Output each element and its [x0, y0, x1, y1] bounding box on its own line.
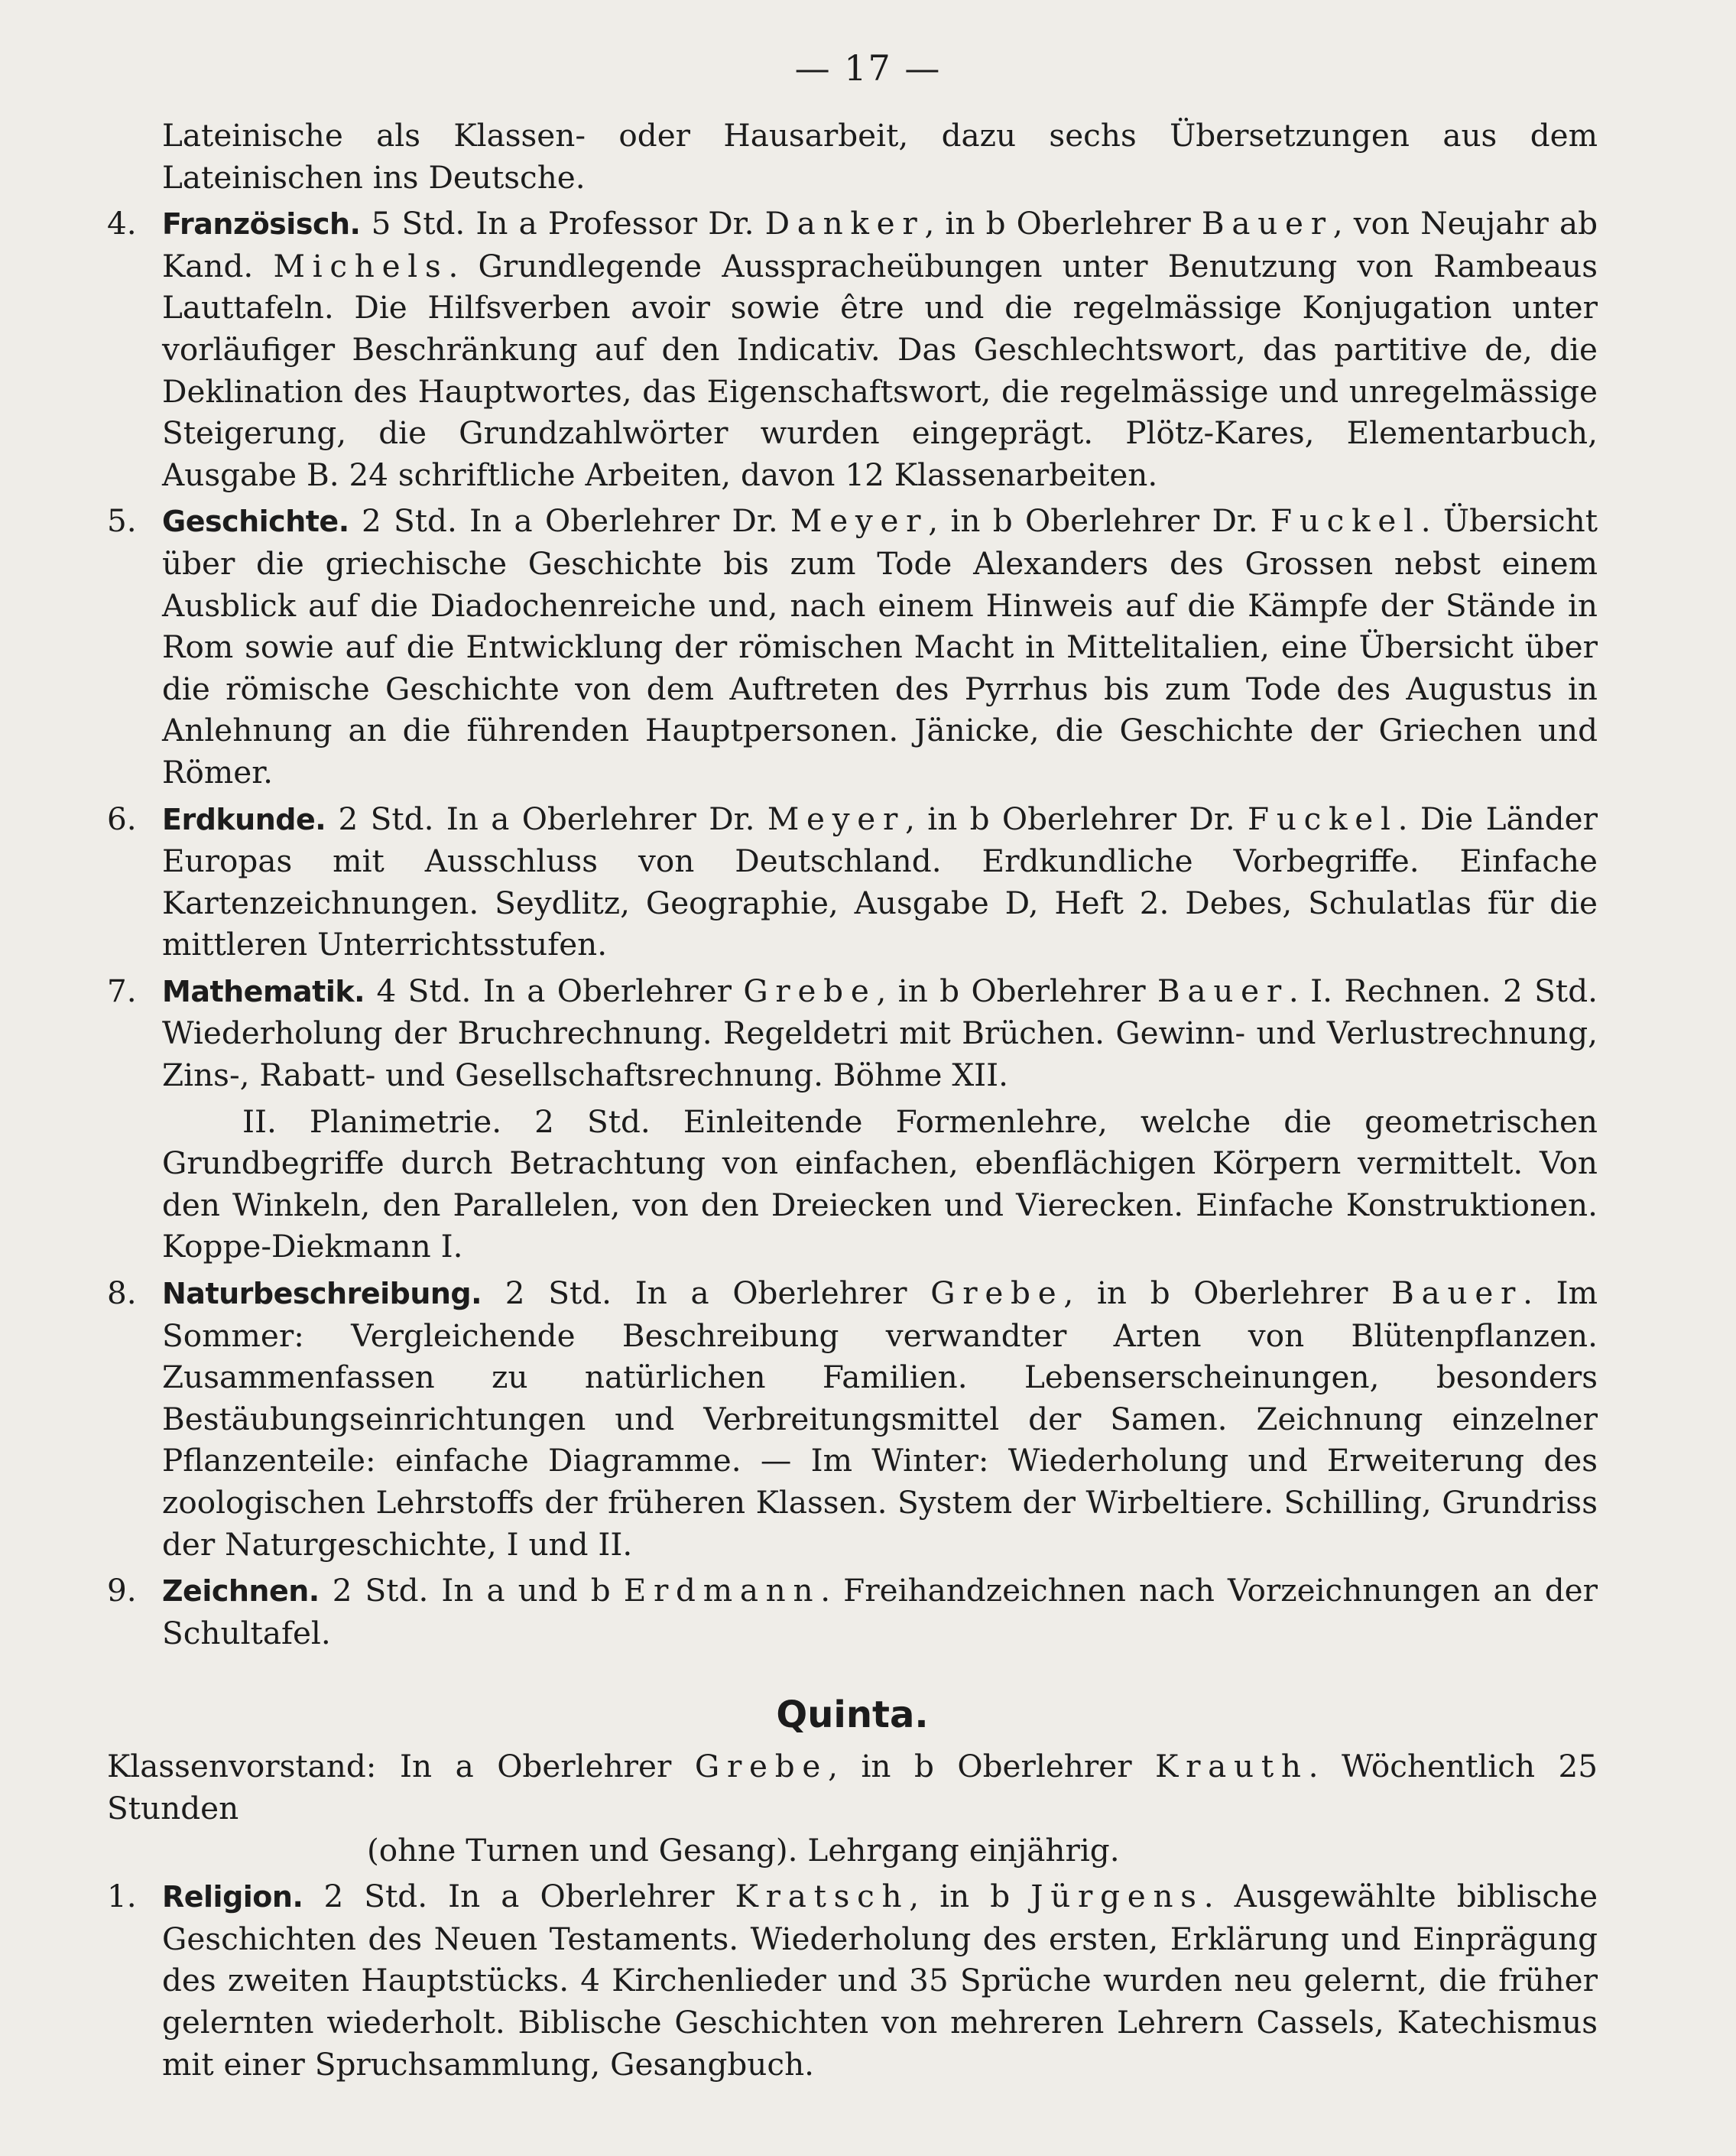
text: , von Neujahr ab Kand.	[162, 205, 1598, 284]
text: . Ausgewählte biblische Geschichten des Neuen Testaments. Wiederholung des ersten, Erklärung und Einprägung des zweiten Hauptstücks. 4 Kirchenlieder und 35 Sprüche wurden neu gelernt, die früher gelernten wiederholt. Biblische Geschichten von mehreren Lehrern Cassels, Katechismus mit einer Spruchsammlung, Gesangbuch.	[162, 1878, 1598, 2083]
subject-heading: Erdkunde.	[162, 802, 326, 836]
planimetrie-paragraph: II. Planimetrie. 2 Std. Einleitende Formenlehre, welche die geometrischen Grundbegriffe durch Betrachtung von einfachen, ebenflächigen Körpern vermittelt. Von den Winkeln, den Parallelen, von den Dreiecken und Vierecken. Einfache Konstruktionen. Koppe-Diekmann I.	[162, 1102, 1598, 1265]
text: In a Oberlehrer	[482, 972, 732, 1009]
item-mathematik	[107, 970, 1598, 1268]
page-number: — 17 —	[794, 47, 942, 89]
item-number: 8.	[107, 1274, 137, 1312]
hours: 2 Std.	[338, 800, 434, 837]
klassenvorstand-line2: (ohne Turnen und Gesang). Lehrgang einjährig.	[367, 1831, 1120, 1869]
item-number: 4.	[107, 205, 137, 242]
subject-heading: Zeichnen.	[162, 1574, 320, 1609]
item-geschichte	[107, 500, 1598, 793]
hours: 2 Std.	[361, 502, 457, 540]
subject-heading: Französisch.	[162, 207, 361, 242]
teacher-name: Krauth	[1155, 1748, 1309, 1785]
text: In a und b	[441, 1572, 611, 1609]
section-heading-quinta: Quinta.	[776, 1693, 929, 1737]
item-number: 5.	[107, 502, 137, 540]
teacher-name: Bauer	[1157, 972, 1289, 1009]
teacher-name: Grebe	[694, 1748, 829, 1785]
text: . Wöchentlich 25 Stunden	[107, 1748, 1598, 1826]
item-franzoesisch	[107, 203, 1598, 495]
text: . I. Rechnen. 2 Std. Wiederholung der Bruchrechnung. Regeldetri mit Brüchen. Gewinn- und Verlustrechnung, Zins-, Rabatt- und Gesellschaftsrechnung. Böhme XII.	[162, 972, 1598, 1094]
hours: 2 Std.	[323, 1878, 428, 1915]
teacher-name: Meyer	[767, 800, 906, 837]
item-number: 1.	[107, 1878, 137, 1915]
text: , in b Oberlehrer	[924, 205, 1191, 242]
text: In a Professor Dr.	[475, 205, 754, 242]
teacher-name: Bauer	[1391, 1274, 1523, 1312]
teacher-name: Fuckel	[1270, 502, 1421, 540]
teacher-name: Bauer	[1201, 205, 1333, 242]
teacher-name: Fuckel	[1248, 800, 1398, 837]
teacher-name: Danker	[764, 205, 925, 242]
text: . Die Länder Europas mit Ausschluss von Deutschland. Erdkundliche Vorbegriffe. Einfache Kartenzeichnungen. Seydlitz, Geographie, Ausgabe D, Heft 2. Debes, Schulatlas für die mittleren Unterrichtsstufen.	[162, 800, 1598, 963]
text: , in b Oberlehrer	[1063, 1274, 1368, 1312]
text: , in b Oberlehrer Dr.	[905, 800, 1235, 837]
text: . Im Sommer: Vergleichende Beschreibung verwandter Arten von Blütenpflanzen. Zusammenfassen zu natürlichen Familien. Lebenserscheinungen, besonders Bestäubungseinrichtungen und Verbreitungsmittel der Samen. Zeichnung einzelner Pflanzenteile: einfache Diagramme. — Im Winter: Wiederholung und Erweiterung des zoologischen Lehrstoffs der früheren Klassen. System der Wirbeltiere. Schilling, Grundriss der Naturgeschichte, I und II.	[162, 1274, 1598, 1563]
text: In a Oberlehrer Dr.	[469, 502, 778, 540]
item-number: 6.	[107, 800, 137, 837]
hours: 4 Std.	[376, 972, 472, 1009]
text: In a Oberlehrer Dr.	[446, 800, 755, 837]
hours: 5 Std.	[371, 205, 466, 242]
intro-paragraph: Lateinische als Klassen- oder Hausarbeit, dazu sechs Übersetzungen aus dem Lateinischen ins Deutsche.	[162, 117, 1598, 196]
subject-heading: Mathematik.	[162, 974, 365, 1008]
text: In a Oberlehrer	[448, 1878, 715, 1915]
teacher-name: Kratsch	[735, 1878, 910, 1915]
subject-heading: Religion.	[162, 1880, 303, 1914]
item-religion	[107, 1875, 1598, 2085]
hours: 2 Std.	[505, 1274, 612, 1312]
item-number: 7.	[107, 972, 137, 1009]
text: , in b Oberlehrer Dr.	[928, 502, 1258, 540]
teacher-name: Jürgens	[1030, 1878, 1204, 1915]
klassenvorstand	[107, 1745, 1598, 1871]
hours: 2 Std.	[332, 1572, 429, 1609]
item-erdkunde	[107, 798, 1598, 966]
teacher-name: Meyer	[790, 502, 929, 540]
text: , in b	[909, 1878, 1011, 1915]
text: . Freihandzeichnen nach Vorzeichnungen an der Schultafel.	[162, 1572, 1598, 1651]
teacher-name: Erdmann	[623, 1572, 821, 1609]
teacher-name: Michels	[273, 247, 449, 284]
subject-heading: Geschichte.	[162, 505, 349, 539]
teacher-name: Grebe	[930, 1274, 1064, 1312]
text: , in b Oberlehrer	[876, 972, 1146, 1009]
text: In a Oberlehrer	[634, 1274, 907, 1312]
page-body	[107, 115, 1598, 2089]
klassenvorstand-label: Klassenvorstand:	[107, 1748, 377, 1785]
item-naturbeschreibung	[107, 1272, 1598, 1565]
item-zeichnen	[107, 1570, 1598, 1654]
text: , in b Oberlehrer	[828, 1748, 1132, 1785]
text: . Grundlegende Ausspracheübungen unter Benutzung von Rambeaus Lauttafeln. Die Hilfsverben avoir sowie être und die regelmässige Konjugation unter vorläufiger Beschränkung auf den Indicativ. Das Geschlechtswort, das partitive de, die Deklination des Hauptwortes, das Eigenschaftswort, die regelmässige und unregelmässige Steigerung, die Grundzahlwörter wurden eingeprägt. Plötz-Kares, Elementarbuch, Ausgabe B. 24 schriftliche Arbeiten, davon 12 Klassenarbeiten.	[162, 247, 1598, 493]
teacher-name: Grebe	[743, 972, 877, 1009]
subject-heading: Naturbeschreibung.	[162, 1277, 482, 1311]
text: In a Oberlehrer	[399, 1748, 672, 1785]
text: . Übersicht über die griechische Geschichte bis zum Tode Alexanders des Grossen nebst einem Ausblick auf die Diadochenreiche und, nach einem Hinweis auf die Kämpfe der Stände in Rom sowie auf die Entwicklung der römischen Macht in Mittelitalien, eine Übersicht über die römische Geschichte von dem Auftreten des Pyrrhus bis zum Tode des Augustus in Anlehnung an die führenden Hauptpersonen. Jänicke, die Geschichte der Griechen und Römer.	[162, 502, 1598, 791]
item-number: 9.	[107, 1572, 137, 1609]
